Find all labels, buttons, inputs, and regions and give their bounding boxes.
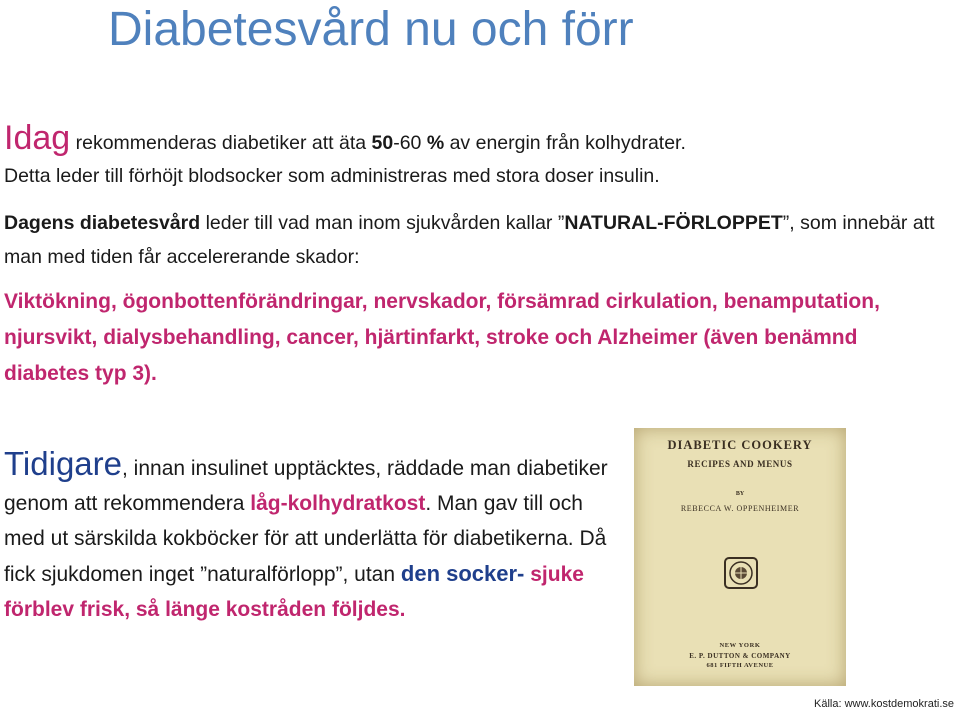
cover-by: BY	[735, 491, 745, 497]
p2-text-2: ”, som innebär att man med tiden får accelererande skador:	[4, 212, 935, 268]
idag-lead: Idag	[4, 119, 71, 157]
cover-author: REBECCA W. OPPENHEIMER	[680, 504, 800, 513]
publisher-seal-icon	[722, 555, 760, 591]
p4-emphasis-2: sjuke förblev frisk, så länge kostråden följdes.	[4, 563, 584, 621]
p4-term: låg-kolhydratkost	[250, 492, 426, 515]
paragraph-earlier	[4, 446, 614, 627]
cover-pub-city: NEW YORK	[719, 642, 761, 649]
p2-term: NATURAL-FÖRLOPPET	[564, 212, 783, 234]
p2-lead: Dagens diabetesvård	[4, 212, 201, 234]
cover-address: 681 FIFTH AVENUE	[706, 662, 774, 669]
book-cover-image	[634, 428, 846, 686]
p1-line-2: Detta leder till förhöjt blodsocker som administreras med stora doser insulin.	[4, 165, 660, 187]
p4-lead: Tidigare	[4, 445, 122, 482]
page-title: Diabetesvård nu och förr	[108, 3, 634, 56]
p1-text-1: rekommenderas diabetiker att äta	[70, 132, 372, 154]
p2-text-1: leder till vad man inom sjukvården kallar ”	[200, 212, 565, 234]
p1-text-2: av energin från kolhydrater.	[444, 132, 686, 154]
p4-text-2: . Man gav till och med ut särskilda kokböcker för att underlätta för diabetikerna. Då fick sjukdomen inget ”naturalförlopp”, utan	[4, 492, 607, 586]
cover-subtitle: RECIPES AND MENUS	[687, 459, 793, 469]
cover-publisher: E. P. DUTTON & COMPANY	[689, 652, 791, 660]
paragraph-today	[4, 119, 944, 193]
p1-percent-start: 50	[371, 132, 394, 154]
p1-percent-range: -60	[393, 132, 427, 154]
p4-emphasis-1: den socker-	[400, 561, 525, 586]
p4-text-1: , innan insulinet upptäcktes, räddade man diabetiker genom att rekommendera	[4, 457, 608, 515]
source-credit: Källa: www.kostdemokrati.se	[814, 698, 954, 710]
cover-title: DIABETIC COOKERY	[667, 438, 813, 452]
paragraph-modern-care	[4, 206, 944, 274]
p1-percent-sign: %	[426, 132, 445, 154]
paragraph-complications: Viktökning, ögonbottenförändringar, nervskador, försämrad cirkulation, benamputation, njursvikt, dialysbehandling, cancer, hjärtinfarkt, stroke och Alzheimer (även benämnd diabetes typ 3).	[4, 290, 880, 385]
